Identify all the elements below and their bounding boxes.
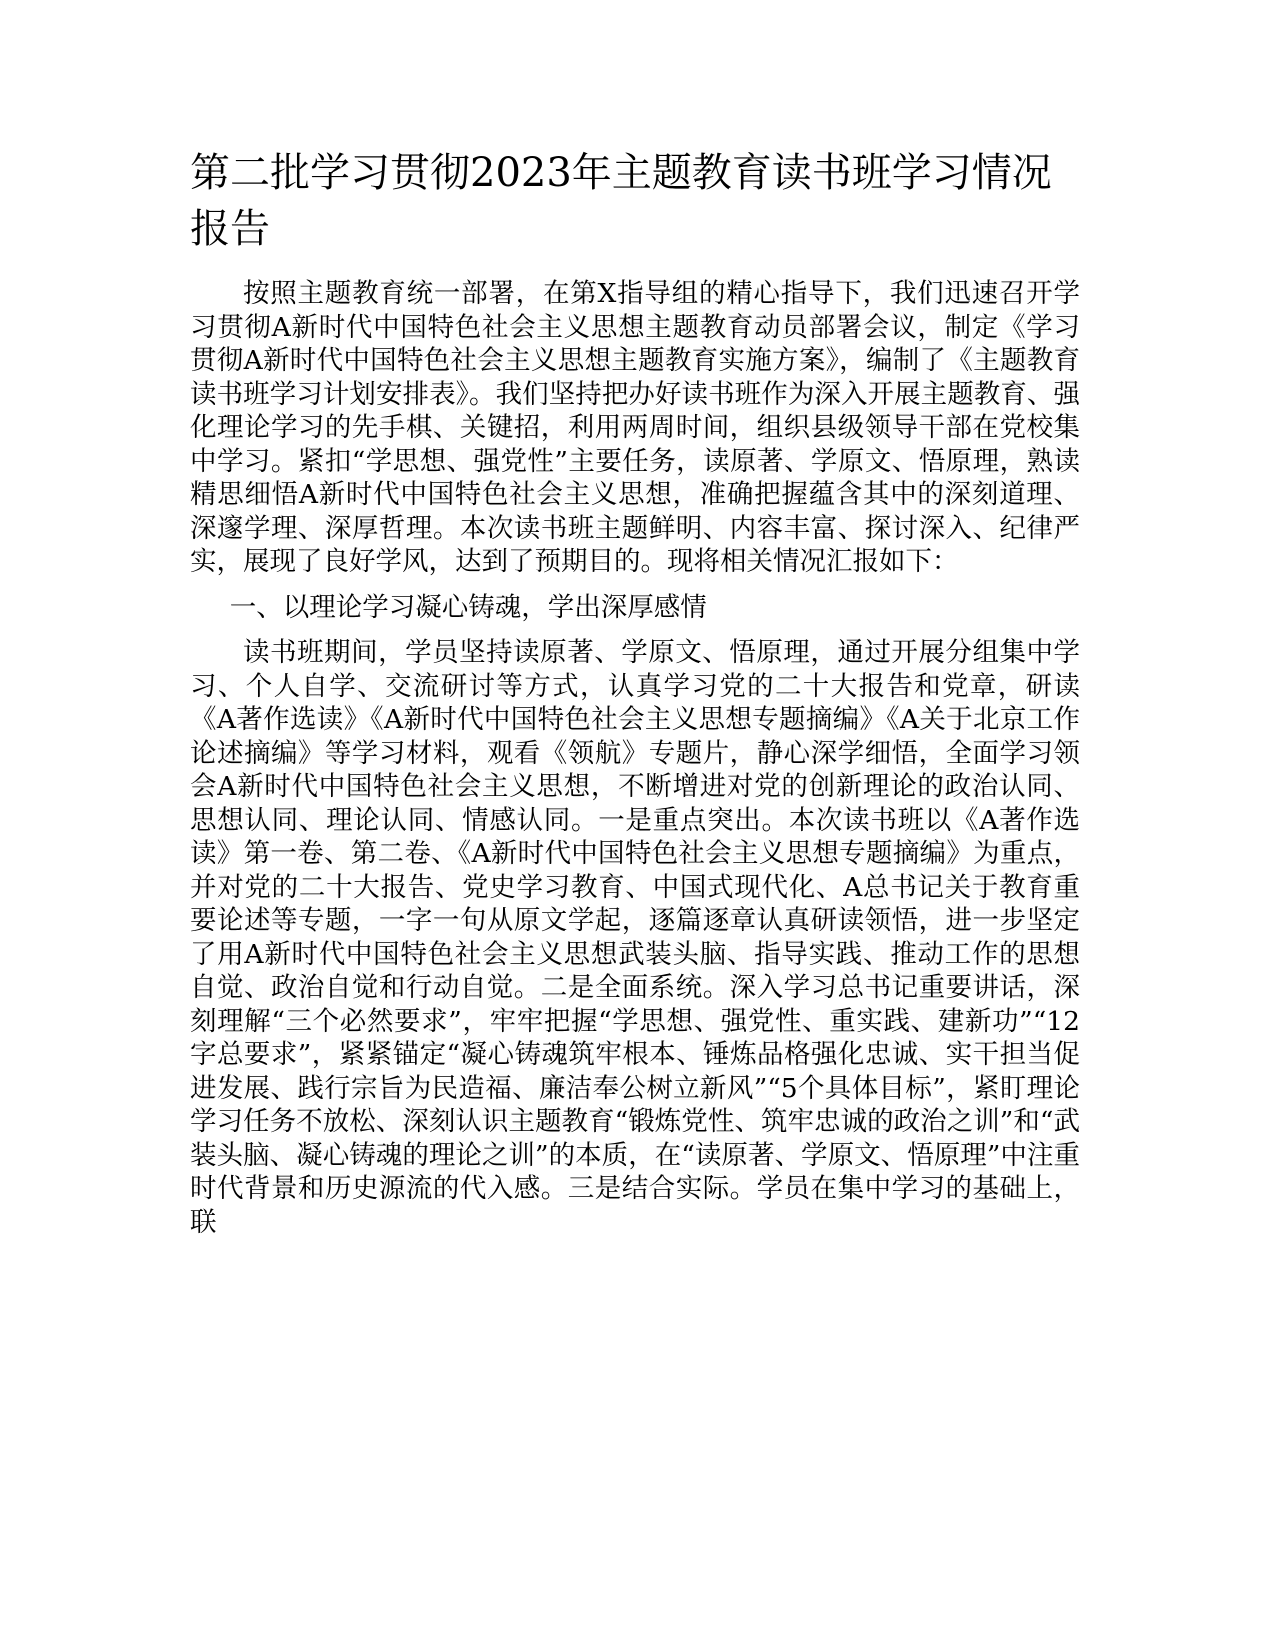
document-body bbox=[190, 145, 1080, 1251]
document-title: 第二批学习贯彻2023年主题教育读书班学习情况报告 bbox=[190, 150, 1052, 252]
section-heading: 一、以理论学习凝心铸魂，学出深厚感情 bbox=[229, 591, 707, 623]
intro-paragraph: 按照主题教育统一部署，在第X指导组的精心指导下，我们迅速召开学习贯彻A新时代中国特色社会主义思想主题教育动员部署会议，制定《学习贯彻A新时代中国特色社会主义思想主题教育实施方案》，编制了《主题教育读书班学习计划安排表》。我们坚持把办好读书班作为深入开展主题教育、强化理论学习的先手棋、关键招，利用两周时间，组织县级领导干部在党校集中学习。紧扣“学思想、强党性”主要任务，读原著、学原文、悟原理，熟读精思细悟A新时代中国特色社会主义思想，准确把握蕴含其中的深刻道理、深邃学理、深厚哲理。本次读书班主题鲜明、内容丰富、探讨深入、纪律严实，展现了良好学风，达到了预期目的。现将相关情况汇报如下： bbox=[190, 278, 1080, 577]
section-paragraph: 读书班期间，学员坚持读原著、学原文、悟原理，通过开展分组集中学习、个人自学、交流研讨等方式，认真学习党的二十大报告和党章，研读《A著作选读》《A新时代中国特色社会主义思想专题摘编》《A关于北京工作论述摘编》等学习材料，观看《领航》专题片，静心深学细悟，全面学习领会A新时代中国特色社会主义思想，不断增进对党的创新理论的政治认同、思想认同、理论认同、情感认同。一是重点突出。本次读书班以《A著作选读》第一卷、第二卷、《A新时代中国特色社会主义思想专题摘编》为重点，并对党的二十大报告、党史学习教育、中国式现代化、A总书记关于教育重要论述等专题，一字一句从原文学起，逐篇逐章认真研读领悟，进一步坚定了用A新时代中国特色社会主义思想武装头脑、指导实践、推动工作的思想自觉、政治自觉和行动自觉。二是全面系统。深入学习总书记重要讲话，深刻理解“三个必然要求”，牢牢把握“学思想、强党性、重实践、建新功”“12字总要求”，紧紧锚定“凝心铸魂筑牢根本、锤炼品格强化忠诚、实干担当促进发展、践行宗旨为民造福、廉洁奉公树立新风”“5个具体目标”，紧盯理论学习任务不放松、深刻认识主题教育“锻炼党性、筑牢忠诚的政治之训”和“武装头脑、凝心铸魂的理论之训”的本质，在“读原著、学原文、悟原理”中注重时代背景和历史源流的代入感。三是结合实际。学员在集中学习的基础上，联 bbox=[190, 637, 1080, 1238]
